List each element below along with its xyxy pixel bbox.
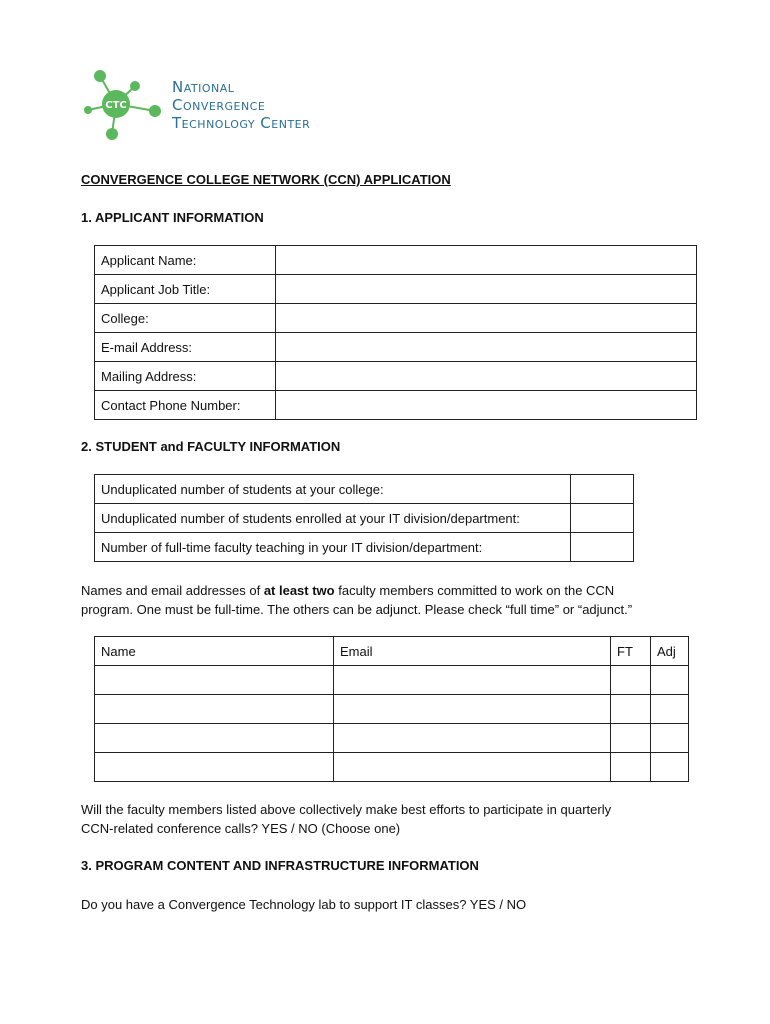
row-label: College: <box>95 304 276 333</box>
mailing-address-field[interactable] <box>276 362 697 391</box>
faculty-email-cell[interactable] <box>334 695 611 724</box>
students-it-field[interactable] <box>571 504 634 533</box>
faculty-ft-cell[interactable] <box>611 724 651 753</box>
logo-text <box>172 78 310 132</box>
faculty-email-cell[interactable] <box>334 666 611 695</box>
faculty-ft-cell[interactable] <box>611 695 651 724</box>
col-header-email: Email <box>334 637 611 666</box>
college-field[interactable] <box>276 304 697 333</box>
email-field[interactable] <box>276 333 697 362</box>
row-label: Contact Phone Number: <box>95 391 276 420</box>
job-title-field[interactable] <box>276 275 697 304</box>
faculty-adj-cell[interactable] <box>651 753 689 782</box>
applicant-name-field[interactable] <box>276 246 697 275</box>
table-row <box>95 391 697 420</box>
para-bold: at least two <box>263 583 335 598</box>
page-title: CONVERGENCE COLLEGE NETWORK (CCN) APPLICATION <box>81 172 451 187</box>
table-row <box>95 246 697 275</box>
table-row <box>95 753 689 782</box>
faculty-email-cell[interactable] <box>334 753 611 782</box>
section1-heading: 1. APPLICANT INFORMATION <box>81 210 264 225</box>
faculty-email-cell[interactable] <box>334 724 611 753</box>
faculty-adj-cell[interactable] <box>651 666 689 695</box>
applicant-table <box>94 245 697 420</box>
table-row <box>95 362 697 391</box>
question-line2: CCN-related conference calls? YES / NO (Choose one) <box>81 821 401 836</box>
faculty-adj-cell[interactable] <box>651 724 689 753</box>
row-label: Applicant Job Title: <box>95 275 276 304</box>
logo-line-1: National <box>172 78 235 96</box>
section3-heading: 3. PROGRAM CONTENT AND INFRASTRUCTURE INFORMATION <box>81 858 479 873</box>
row-label: Unduplicated number of students enrolled at your IT division/department: <box>95 504 571 533</box>
faculty-name-cell[interactable] <box>95 724 334 753</box>
conference-question <box>81 800 741 838</box>
table-row <box>95 475 634 504</box>
table-row <box>95 275 697 304</box>
table-row <box>95 333 697 362</box>
logo-center-label: CTC <box>105 100 127 111</box>
faculty-name-cell[interactable] <box>95 695 334 724</box>
row-label: Unduplicated number of students at your college: <box>95 475 571 504</box>
row-label: Applicant Name: <box>95 246 276 275</box>
table-row <box>95 504 634 533</box>
table-header-row <box>95 637 689 666</box>
faculty-table <box>94 636 689 782</box>
logo-line-2: Convergence <box>172 96 266 114</box>
para-post: faculty members committed to work on the CCN <box>334 583 615 598</box>
faculty-ft-cell[interactable] <box>611 666 651 695</box>
col-header-adj: Adj <box>651 637 689 666</box>
question-line1: Will the faculty members listed above collectively make best efforts to participate in quarterly <box>81 802 612 817</box>
table-row <box>95 695 689 724</box>
faculty-name-cell[interactable] <box>95 666 334 695</box>
faculty-instructions <box>81 581 741 619</box>
ctc-logo-icon <box>80 64 170 144</box>
student-faculty-table <box>94 474 634 562</box>
section2-heading: 2. STUDENT and FACULTY INFORMATION <box>81 439 341 454</box>
faculty-ft-cell[interactable] <box>611 753 651 782</box>
para-pre: Names and email addresses of <box>81 583 264 598</box>
faculty-name-cell[interactable] <box>95 753 334 782</box>
students-college-field[interactable] <box>571 475 634 504</box>
row-label: Mailing Address: <box>95 362 276 391</box>
col-header-name: Name <box>95 637 334 666</box>
table-row <box>95 533 634 562</box>
logo-line-3: Technology Center <box>172 114 311 132</box>
faculty-adj-cell[interactable] <box>651 695 689 724</box>
table-row <box>95 724 689 753</box>
table-row <box>95 666 689 695</box>
row-label: E-mail Address: <box>95 333 276 362</box>
para-line2: program. One must be full-time. The others can be adjunct. Please check “full time” or “adjunct.” <box>81 602 633 617</box>
phone-field[interactable] <box>276 391 697 420</box>
lab-question: Do you have a Convergence Technology lab to support IT classes? YES / NO <box>81 897 527 912</box>
fulltime-faculty-field[interactable] <box>571 533 634 562</box>
table-row <box>95 304 697 333</box>
col-header-ft: FT <box>611 637 651 666</box>
row-label: Number of full-time faculty teaching in your IT division/department: <box>95 533 571 562</box>
